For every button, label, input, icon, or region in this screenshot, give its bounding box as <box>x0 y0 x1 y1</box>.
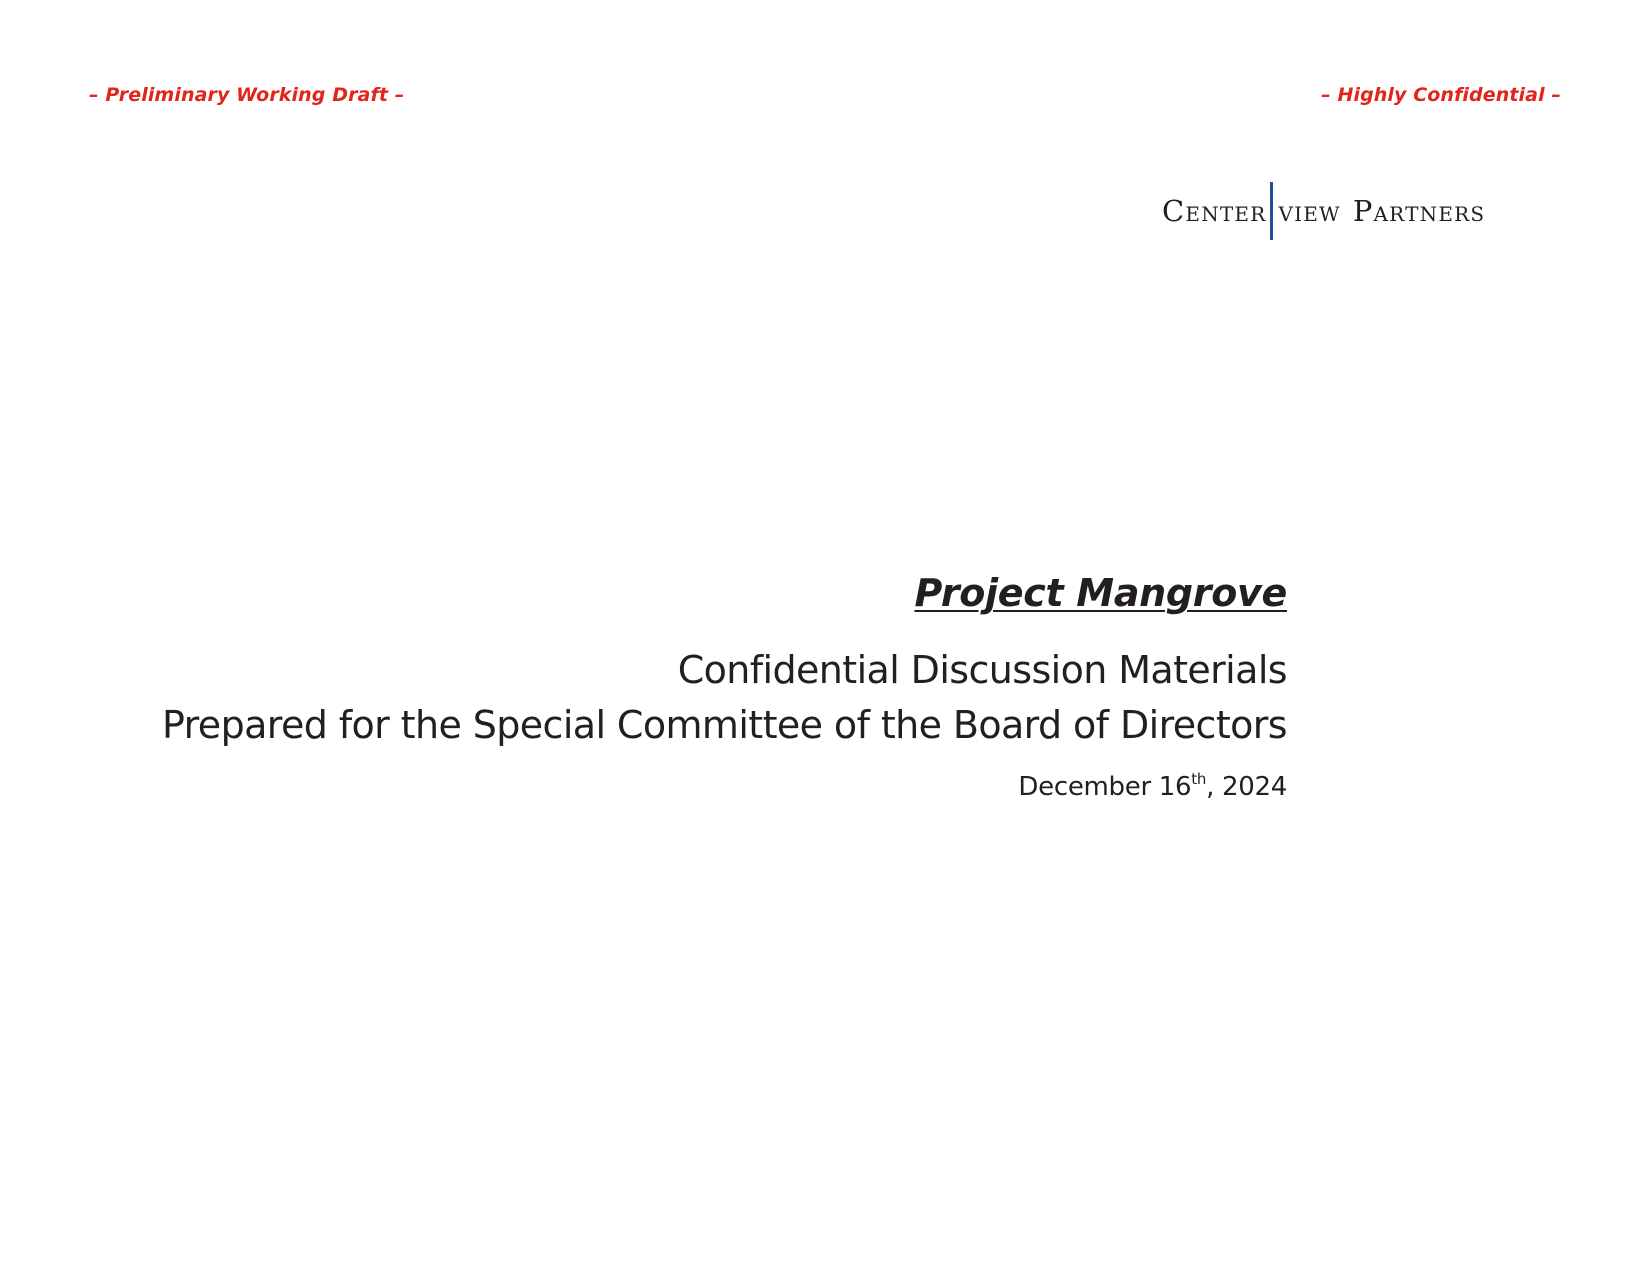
logo-word-partners: Partners <box>1352 193 1486 228</box>
date-ordinal-suffix: th <box>1191 770 1207 788</box>
logo-divider-bar <box>1270 182 1273 240</box>
preliminary-draft-banner: – Preliminary Working Draft – <box>89 84 405 106</box>
logo-word-center: Center <box>1162 193 1267 228</box>
date-year: , 2024 <box>1206 772 1287 802</box>
logo-word-view: view <box>1278 193 1341 228</box>
centerview-partners-logo <box>1162 178 1522 244</box>
cover-title-block <box>162 565 1287 807</box>
subtitle-line-2: Prepared for the Special Committee of the Board of Directors <box>161 703 1287 747</box>
confidential-banner: – Highly Confidential – <box>1321 84 1561 106</box>
project-title: Project Mangrove <box>914 571 1287 615</box>
date-main: December 16 <box>1018 772 1192 802</box>
presentation-date <box>162 767 1287 807</box>
subtitle-line-1: Confidential Discussion Materials <box>677 648 1287 692</box>
